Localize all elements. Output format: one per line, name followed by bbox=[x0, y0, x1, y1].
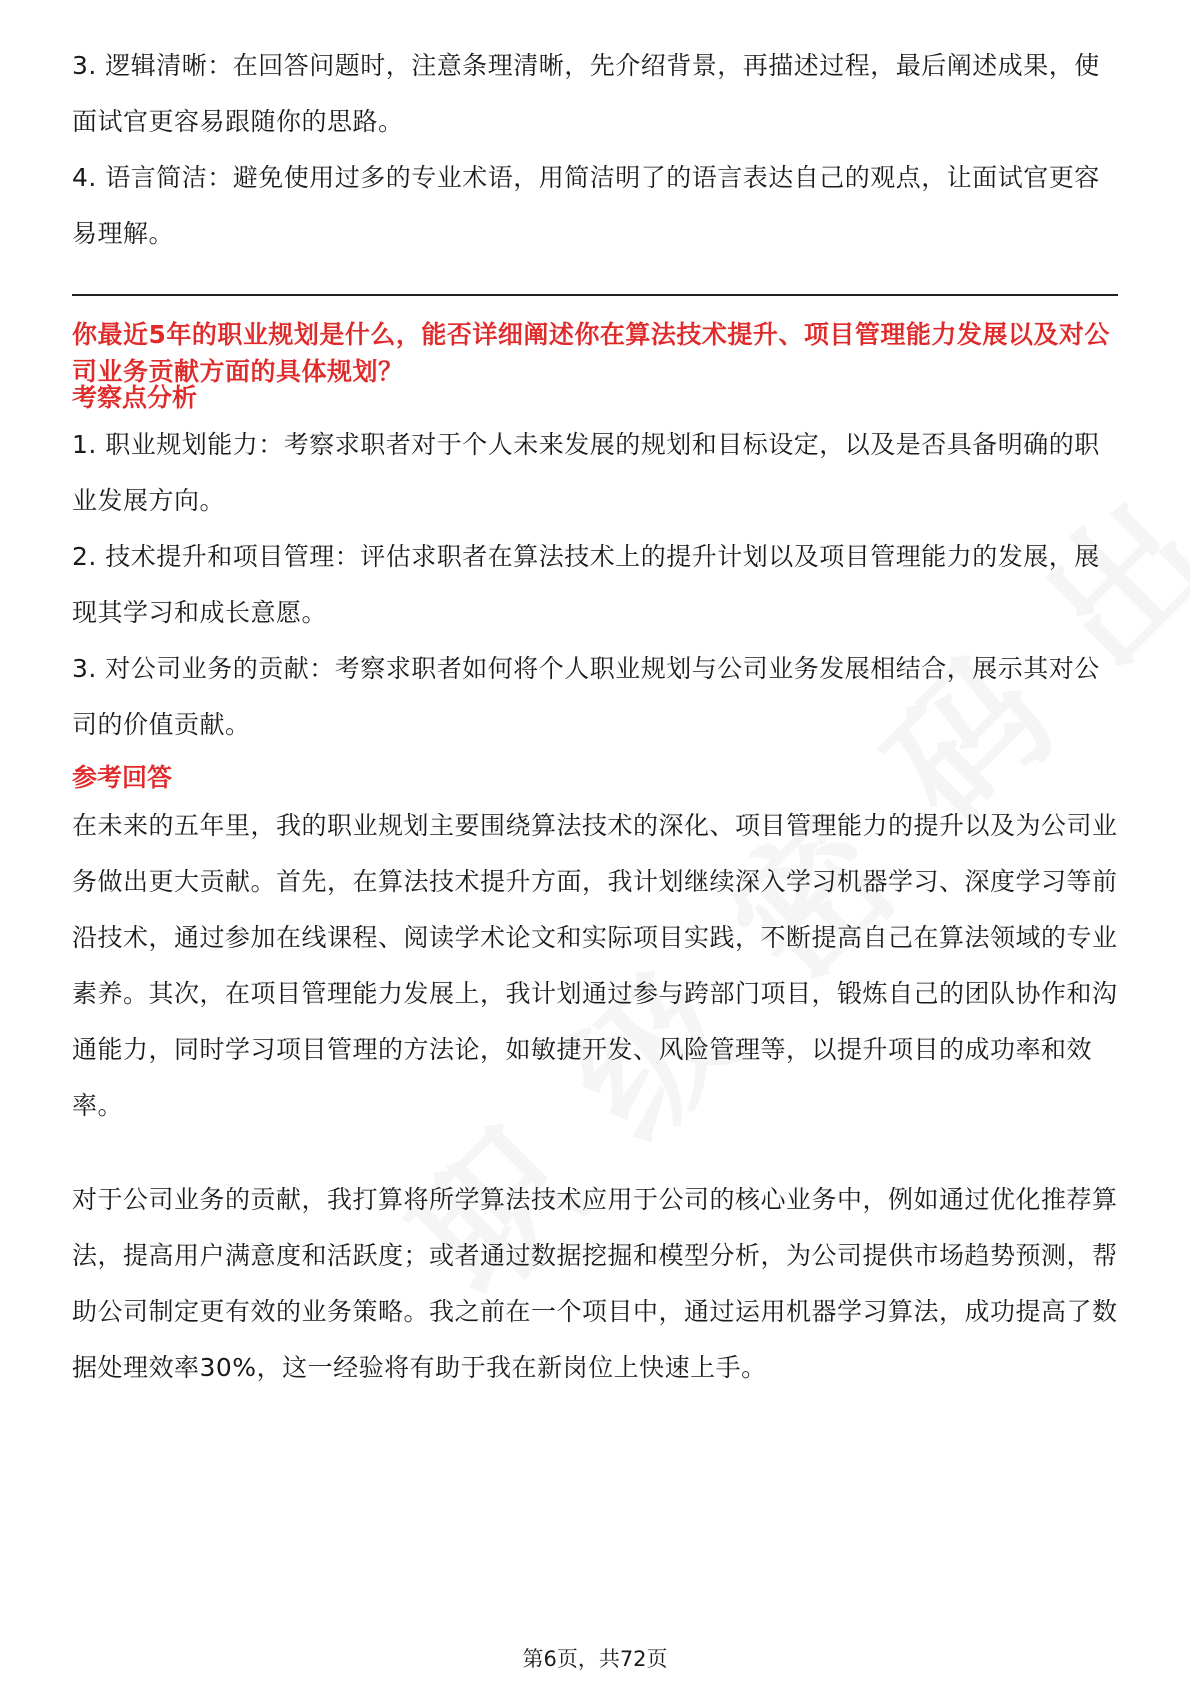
analysis-list bbox=[72, 417, 1118, 753]
answer-paragraph: 在未来的五年里，我的职业规划主要围绕算法技术的深化、项目管理能力的提升以及为公司业务做出更大贡献。首先，在算法技术提升方面，我计划继续深入学习机器学习、深度学习等前沿技术，通过参加在线课程、阅读学术论文和实际项目实践，不断提高自己在算法领域的专业素养。其次，在项目管理能力发展上，我计划通过参与跨部门项目，锻炼自己的团队协作和沟通能力，同时学习项目管理的方法论，如敏捷开发、风险管理等，以提升项目的成功率和效率。 bbox=[72, 811, 1118, 1120]
answer-paragraph: 对于公司业务的贡献，我打算将所学算法技术应用于公司的核心业务中，例如通过优化推荐算法，提高用户满意度和活跃度；或者通过数据挖掘和模型分析，为公司提供市场趋势预测，帮助公司制定更有效的业务策略。我之前在一个项目中，通过运用机器学习算法，成功提高了数据处理效率30%，这一经验将有助于我在新岗位上快速上手。 bbox=[72, 1185, 1118, 1382]
answer-title: 参考回答 bbox=[72, 763, 173, 792]
list-item: 1. 职业规划能力：考察求职者对于个人未来发展的规划和目标设定，以及是否具备明确的职业发展方向。 bbox=[72, 430, 1100, 515]
answer-body-2 bbox=[72, 1172, 1118, 1396]
list-item: 2. 技术提升和项目管理：评估求职者在算法技术上的提升计划以及项目管理能力的发展，展现其学习和成长意愿。 bbox=[72, 542, 1100, 627]
list-item: 4. 语言简洁：避免使用过多的专业术语，用简洁明了的语言表达自己的观点，让面试官更容易理解。 bbox=[72, 163, 1100, 248]
question-heading: 你最近5年的职业规划是什么，能否详细阐述你在算法技术提升、项目管理能力发展以及对公司业务贡献方面的具体规划？ bbox=[72, 320, 1110, 386]
top-list bbox=[72, 38, 1118, 262]
page-number: 第6页，共72页 bbox=[522, 1647, 668, 1671]
list-item: 3. 逻辑清晰：在回答问题时，注意条理清晰，先介绍背景，再描述过程，最后阐述成果，使面试官更容易跟随你的思路。 bbox=[72, 51, 1100, 136]
answer-body bbox=[72, 798, 1118, 1134]
analysis-title: 考察点分析 bbox=[72, 383, 198, 412]
section-divider bbox=[72, 294, 1118, 296]
list-item: 3. 对公司业务的贡献：考察求职者如何将个人职业规划与公司业务发展相结合，展示其对公司的价值贡献。 bbox=[72, 654, 1100, 739]
